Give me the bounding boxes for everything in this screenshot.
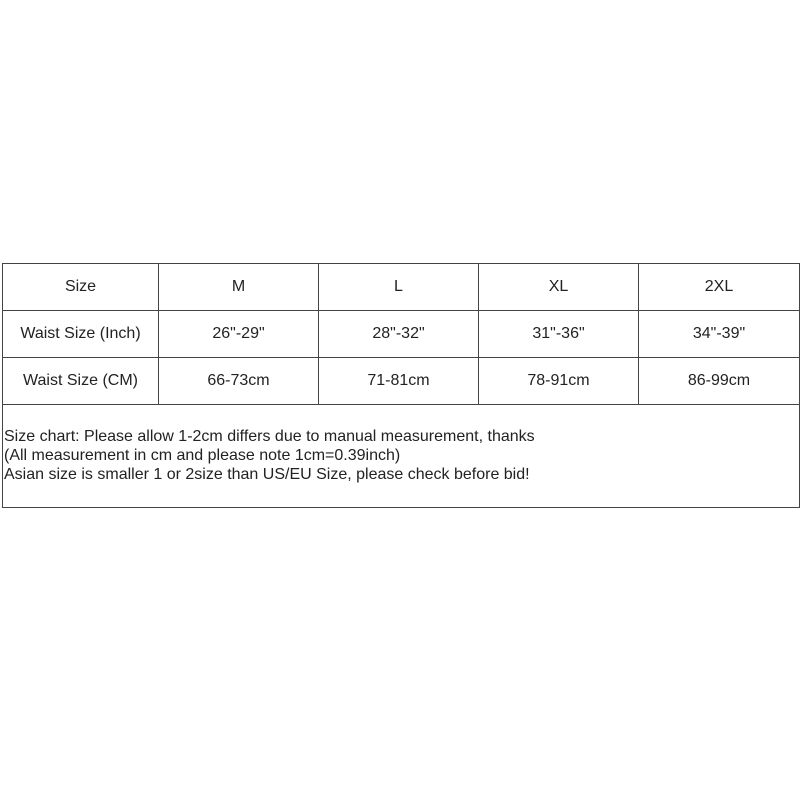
table-cell: 78-91cm (479, 358, 639, 405)
size-chart-table (2, 263, 800, 508)
table-cell: 66-73cm (159, 358, 319, 405)
table-row-waist-cm (3, 358, 800, 405)
header-cell-l: L (319, 264, 479, 311)
row-label-waist-inch: Waist Size (Inch) (3, 311, 159, 358)
table-notes-row (3, 405, 800, 508)
table-header-row (3, 264, 800, 311)
header-cell-size: Size (3, 264, 159, 311)
note-line: Size chart: Please allow 1-2cm differs due to manual measurement, thanks (4, 428, 535, 445)
row-label-waist-cm: Waist Size (CM) (3, 358, 159, 405)
header-cell-xl: XL (479, 264, 639, 311)
table-cell: 26"-29" (159, 311, 319, 358)
table-cell: 28"-32" (319, 311, 479, 358)
note-line: (All measurement in cm and please note 1cm=0.39inch) (4, 447, 401, 464)
table-cell: 31"-36" (479, 311, 639, 358)
header-cell-m: M (159, 264, 319, 311)
note-line: Asian size is smaller 1 or 2size than US/EU Size, please check before bid! (4, 466, 530, 483)
table-cell: 34"-39" (639, 311, 800, 358)
size-notes (3, 405, 800, 508)
table-cell: 71-81cm (319, 358, 479, 405)
table-cell: 86-99cm (639, 358, 800, 405)
header-cell-2xl: 2XL (639, 264, 800, 311)
table-row-waist-inch (3, 311, 800, 358)
